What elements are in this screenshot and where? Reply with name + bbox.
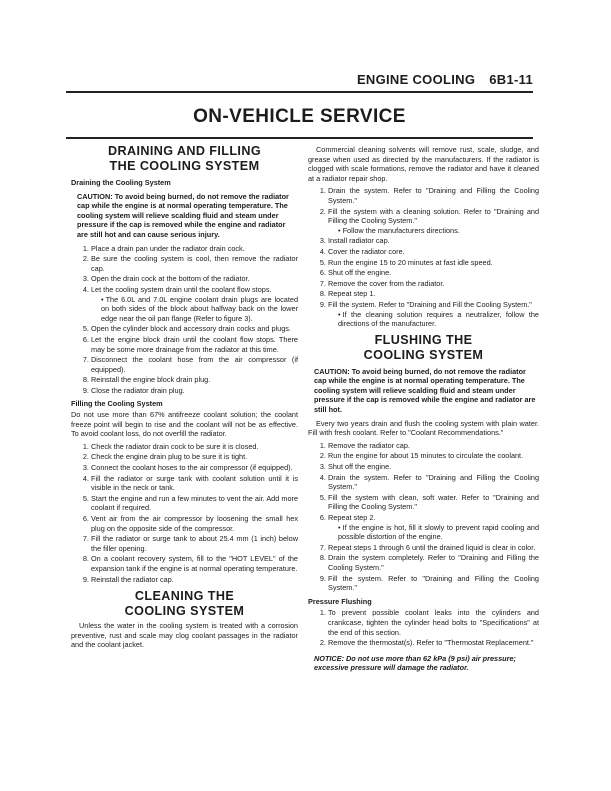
list-item: 6. Repeat step 2. • If the engine is hot, fill it slowly to prevent rapid cooling and possible distortion of the engine. — [328, 513, 539, 542]
list-item: 4. Let the cooling system drain until the coolant flow stops. • The 6.0L and 7.0L engine coolant drain plugs are located on both sides of the block about halfway back on the lower edge near the oil pan flange (Refer to figure 3). — [91, 285, 298, 323]
list-item: 7. Disconnect the coolant hose from the air compressor (if equipped). — [91, 355, 298, 374]
right-column — [308, 144, 539, 673]
flushing-section-title: FLUSHING THE COOLING SYSTEM — [363, 332, 484, 362]
draining-section-title: DRAINING AND FILLING THE COOLING SYSTEM — [107, 144, 262, 173]
list-item: 4. Cover the radiator core. — [328, 247, 539, 257]
list-item: 4. Fill the radiator or surge tank with coolant solution until it is visible in the neck or tank. — [91, 474, 298, 493]
filling-steps — [71, 442, 298, 584]
list-item: 3. Open the drain cock at the bottom of the radiator. — [91, 274, 298, 284]
list-item: 8. On a coolant recovery system, fill to the "HOT LEVEL" of the expansion tank if the engine is at normal operating temperature. — [91, 554, 298, 573]
list-item: 1. Drain the system. Refer to "Draining and Filling the Cooling System." — [328, 186, 539, 205]
bullet-note: • Follow the manufacturers directions. — [338, 226, 539, 236]
list-item: 1. Check the radiator drain cock to be sure it is closed. — [91, 442, 298, 452]
page-header — [60, 72, 533, 87]
filling-intro: Do not use more than 67% antifreeze coolant solution; the coolant freeze point will begin to rise and the coolant will not be as effective. To avoid coolant loss, do not overfill the radiator. — [71, 410, 298, 439]
list-item: 8. Drain the system completely. Refer to "Draining and Filling the Cooling System." — [328, 553, 539, 572]
list-item: 3. Connect the coolant hoses to the air compressor (if equipped). — [91, 463, 298, 473]
list-item: 9. Fill the system. Refer to "Draining and Filling the Cooling System." — [328, 574, 539, 593]
list-item: 1. To prevent possible coolant leaks into the cylinders and crankcase, tighten the cylinder head bolts to "Specifications" at the end of this section. — [328, 608, 539, 637]
list-item: 8. Reinstall the engine block drain plug. — [91, 375, 298, 385]
list-item: 6. Vent air from the air compressor by loosening the small hex plug on the opposite side of the compressor. — [91, 514, 298, 533]
left-column — [71, 144, 298, 653]
list-item: 2. Fill the system with a cleaning solution. Refer to "Draining and Filling the Cooling System." • Follow the manufacturers directions. — [328, 207, 539, 236]
draining-steps — [71, 244, 298, 396]
list-item: 7. Repeat steps 1 through 6 until the drained liquid is clear in color. — [328, 543, 539, 553]
list-item: 1. Place a drain pan under the radiator drain cock. — [91, 244, 298, 254]
cleaning-steps — [308, 186, 539, 328]
list-item: 6. Let the engine block drain until the coolant flow stops. There may be some more drainage from the radiator at this time. — [91, 335, 298, 354]
bullet-note: • If the engine is hot, fill it slowly to prevent rapid cooling and possible distortion of the engine. — [338, 523, 539, 542]
title-rule — [66, 137, 533, 139]
list-item: 7. Remove the cover from the radiator. — [328, 279, 539, 289]
list-item: 7. Fill the radiator or surge tank to about 25.4 mm (1 inch) below the filler opening. — [91, 534, 298, 553]
pressure-steps — [308, 608, 539, 647]
page-title: ON-VEHICLE SERVICE — [193, 106, 406, 127]
list-item: 9. Fill the system. Refer to "Draining and Fill the Cooling System." • If the cleaning solution requires a neutralizer, follow the directions of the manufacturer. — [328, 300, 539, 329]
flushing-caution: CAUTION: To avoid being burned, do not remove the radiator cap while the engine is at normal operating temperature. The cooling system will relieve scalding fluid and steam under pressure if the cap is removed while the engine and radiator are still hot. — [314, 366, 536, 415]
list-item: 5. Fill the system with clean, soft water. Refer to "Draining and Filling the Cooling System." — [328, 493, 539, 512]
list-item: 3. Install radiator cap. — [328, 236, 539, 246]
list-item: 2. Remove the thermostat(s). Refer to "Thermostat Replacement." — [328, 638, 539, 648]
draining-caution: CAUTION: To avoid being burned, do not remove the radiator cap while the engine is at normal operating temperature. The cooling system will relieve scalding fluid and steam under pressure if the cap is removed while the engine and radiator are still hot and can cause serious injury. — [77, 191, 289, 239]
list-item: 3. Shut off the engine. — [328, 462, 539, 472]
list-item: 9. Close the radiator drain plug. — [91, 386, 298, 396]
page-number: 6B1-11 — [489, 72, 533, 87]
header-rule — [66, 91, 533, 93]
list-item: 9. Reinstall the radiator cap. — [91, 575, 298, 585]
list-item: 4. Drain the system. Refer to "Draining and Filling the Cooling System." — [328, 473, 539, 492]
list-item: 5. Open the cylinder block and accessory drain cocks and plugs. — [91, 324, 298, 334]
flushing-intro: Every two years drain and flush the cooling system with plain water. Fill with fresh coolant. Refer to "Coolant Recommendations." — [308, 418, 539, 438]
draining-subheading: Draining the Cooling System — [71, 178, 171, 187]
pressure-subheading: Pressure Flushing — [308, 596, 372, 606]
list-item: 2. Run the engine for about 15 minutes to circulate the coolant. — [328, 451, 539, 461]
bullet-note: • The 6.0L and 7.0L engine coolant drain plugs are located on both sides of the block about halfway back on the lower edge near the oil pan flange (Refer to figure 3). — [101, 295, 298, 324]
pressure-notice: NOTICE: Do not use more than 62 kPa (9 psi) air pressure; excessive pressure will damage the radiator. — [314, 653, 516, 673]
list-item: 5. Start the engine and run a few minutes to vent the air. Add more coolant if required. — [91, 494, 298, 513]
flushing-steps — [308, 441, 539, 593]
cleaning-solvents-paragraph: Commercial cleaning solvents will remove rust, scale, sludge, and grease when used as directed by the manufacturers. If the radiator is clogged with scale formations, remove the radiator and have it cleaned at a radiator repair shop. — [308, 145, 539, 183]
bullet-note: • If the cleaning solution requires a neutralizer, follow the directions of the manufacturer. — [338, 310, 539, 329]
list-item: 2. Be sure the cooling system is cool, then remove the radiator cap. — [91, 254, 298, 273]
list-item: 6. Shut off the engine. — [328, 268, 539, 278]
cleaning-intro: Unless the water in the cooling system is treated with a corrosion preventive, rust and scale may clog coolant passages in the radiator and the coolant jacket. — [71, 621, 298, 650]
list-item: 2. Check the engine drain plug to be sure it is tight. — [91, 452, 298, 462]
filling-subheading: Filling the Cooling System — [71, 399, 163, 409]
cleaning-section-title: CLEANING THE COOLING SYSTEM — [124, 589, 245, 619]
list-item: 8. Repeat step 1. — [328, 289, 539, 299]
section-name: ENGINE COOLING — [356, 72, 476, 87]
list-item: 5. Run the engine 15 to 20 minutes at fast idle speed. — [328, 258, 539, 268]
list-item: 1. Remove the radiator cap. — [328, 441, 539, 451]
